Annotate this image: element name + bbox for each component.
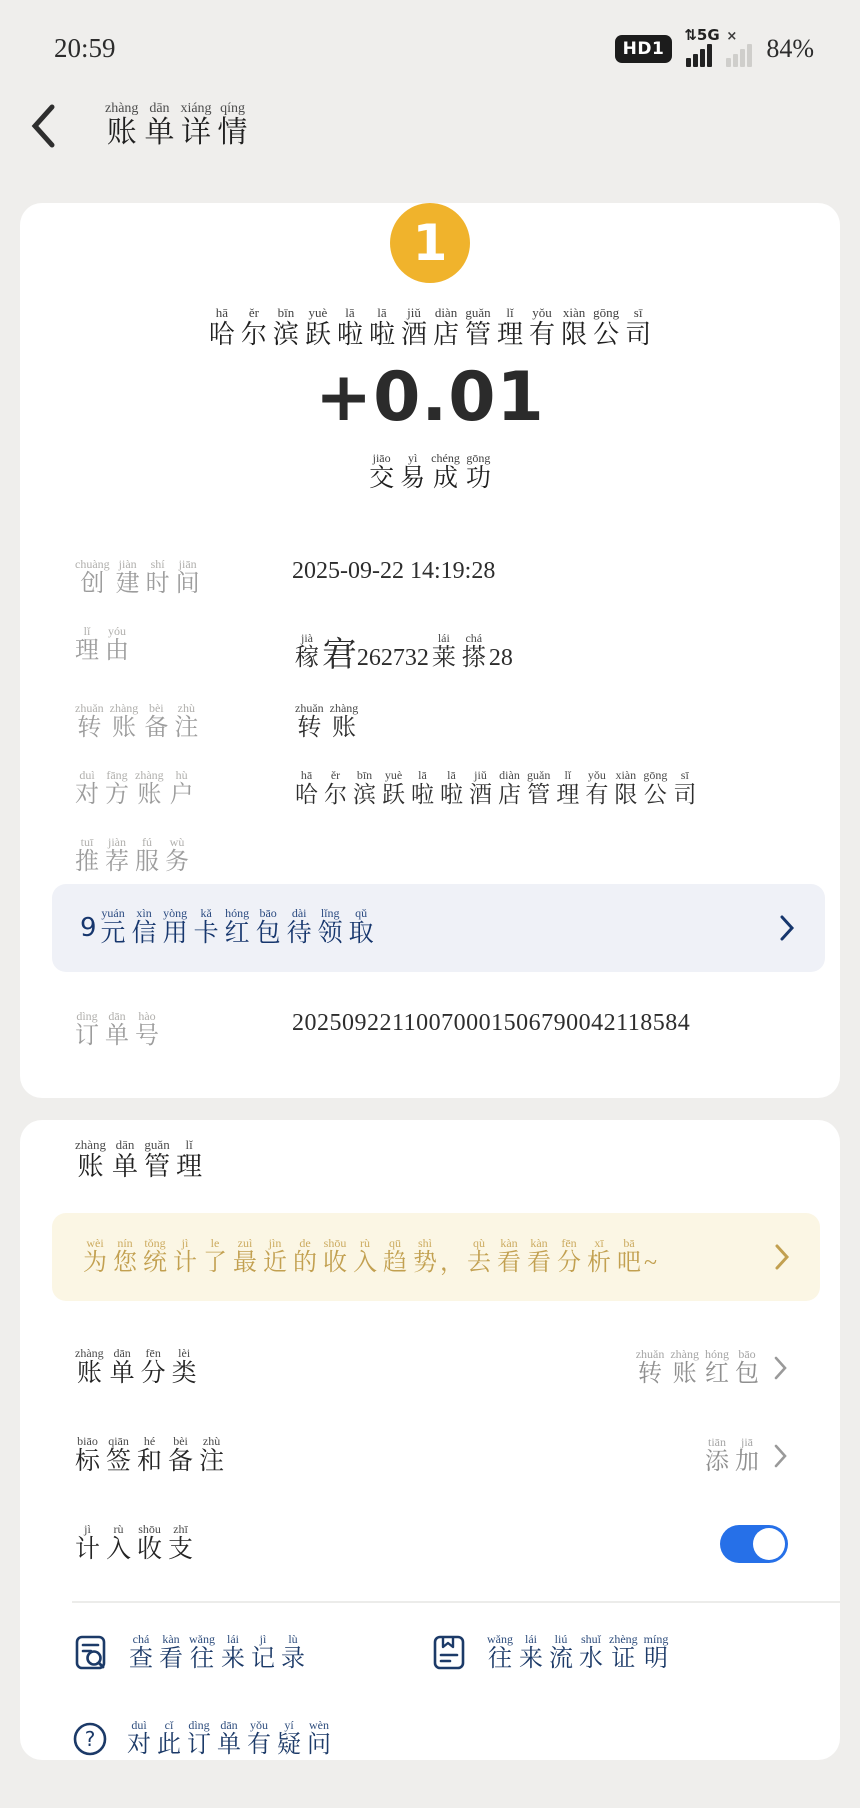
chevron-right-icon — [774, 1243, 790, 1271]
promo-text: 元yuán信xìn用yòng卡kǎ红hóng包bāo待dài领lǐng取qǔ — [100, 905, 374, 947]
doc-search-icon — [72, 1634, 110, 1672]
battery-percent: 84% — [766, 33, 814, 63]
row-label: 转zhuǎn账zhàng备bèi注zhù — [75, 700, 199, 741]
signal-x-mark: × — [726, 29, 738, 44]
row-bill-category[interactable] — [72, 1347, 788, 1389]
link-label: 查chá看kàn往wǎng来lái记jì录lù — [129, 1631, 305, 1672]
view-transactions-link[interactable] — [72, 1633, 430, 1673]
row-value: 转zhuǎn账zhàng — [295, 700, 359, 741]
status-time: 20:59 — [54, 33, 116, 63]
transaction-amount: +0.01 — [315, 358, 545, 437]
back-chevron-icon — [30, 103, 56, 149]
order-number-value: 20250922110070001506790042118584 — [292, 1009, 691, 1036]
signal-5g-icon — [684, 26, 720, 67]
row-value: 添tiān加jiā — [705, 1434, 759, 1475]
chevron-right-icon — [779, 914, 795, 942]
toggle-knob — [753, 1528, 785, 1560]
row-recommended-service — [72, 836, 788, 876]
transaction-status: 交jiāo易yì成chéng功gōng — [369, 450, 491, 492]
income-trend-banner[interactable] — [52, 1213, 820, 1301]
svg-text:?: ? — [84, 1726, 96, 1751]
detail-rows — [20, 558, 840, 876]
row-value: 2025-09-22 14:19:28 — [292, 557, 496, 584]
page-title: 账zhàng单dān详xiáng情qíng — [105, 101, 248, 149]
page-header — [0, 101, 860, 151]
row-reason — [72, 625, 788, 675]
question-circle-icon — [72, 1721, 108, 1757]
row-tags-notes[interactable] — [72, 1435, 788, 1477]
row-label: 账zhàng单dān分fēn类lèi — [75, 1345, 197, 1387]
row-label: 推tuī荐jiàn服fú务wù — [75, 834, 189, 875]
row-label: 理lǐ由yóu — [75, 623, 129, 664]
row-transfer-note — [72, 702, 788, 742]
promo-amount-prefix: 9 — [80, 912, 97, 943]
banner-text: 为wèi您nín统tǒng计jì了le最zuì近jìn的de收shōu入rù趋qū势shì， 去qù看kàn看kàn分fēn析xī吧bā~ — [83, 1235, 657, 1276]
hd-badge-icon: HD1 — [615, 35, 673, 63]
row-label: 订dìng单dān号hào — [75, 1008, 159, 1049]
merchant-name: 哈hā尔ěr滨bīn跃yuè啦lā啦lā酒jiǔ店diàn管guǎn理lǐ有yǒu限xiàn公gōng司sī — [208, 305, 652, 349]
row-label: 创chuàng建jiàn时shí间jiān — [75, 556, 200, 597]
row-value: 稼jià 宭262732 莱lái搽chá28 — [295, 630, 513, 674]
bill-management-card — [20, 1120, 840, 1760]
row-value: 转zhuǎn账zhàng红hóng包bāo — [635, 1346, 759, 1387]
row-label: 对duì方fāng账zhàng户hù — [75, 767, 194, 808]
row-label: 计jì入rù收shōu支zhī — [75, 1521, 194, 1563]
row-create-time — [72, 558, 788, 598]
row-counterparty — [72, 769, 788, 809]
row-order-number — [72, 1010, 788, 1050]
merchant-avatar[interactable] — [390, 203, 470, 283]
include-in-balance-toggle[interactable] — [720, 1525, 788, 1563]
doc-certificate-icon — [430, 1634, 468, 1672]
chevron-right-icon — [774, 1356, 788, 1380]
back-button[interactable] — [26, 101, 60, 151]
section-title-bill-management: 账zhàng单dān管guǎn理lǐ — [75, 1136, 203, 1181]
link-label: 往wǎng来lái流liú水shuǐ证zhèng明míng — [487, 1631, 669, 1672]
row-label: 标biāo签qiān和hé备bèi注zhù — [75, 1433, 225, 1475]
signal-5g-label: ⇅5G — [684, 26, 720, 44]
transaction-card — [20, 203, 840, 1098]
row-value: 哈hā尔ěr滨bīn跃yuè啦lā啦lā酒jiǔ店diàn管guǎn理lǐ有yǒu限xiàn公gōng司sī — [295, 767, 697, 807]
order-question-link[interactable] — [20, 1673, 840, 1759]
credit-card-promo-banner[interactable] — [52, 884, 825, 972]
flow-certificate-link[interactable] — [430, 1633, 788, 1673]
chevron-right-icon — [774, 1444, 788, 1468]
row-include-in-balance — [72, 1523, 788, 1565]
avatar-digit: 1 — [412, 214, 448, 272]
question-label: 对duì此cǐ订dìng单dān有yǒu疑yí问wèn — [127, 1717, 331, 1758]
signal-muted-icon — [726, 30, 752, 67]
status-bar — [0, 0, 860, 67]
